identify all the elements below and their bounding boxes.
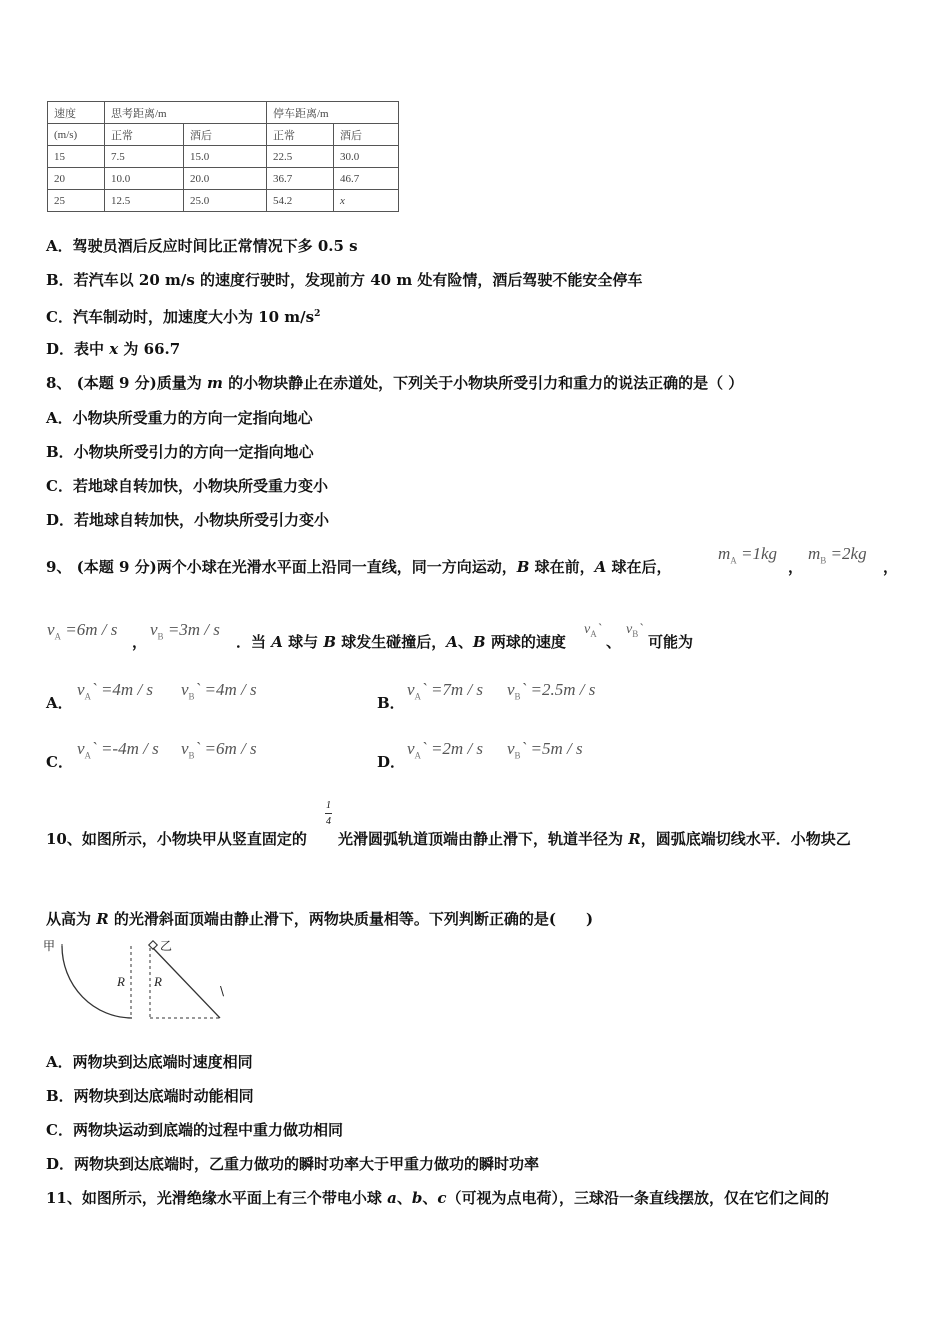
q9-velocity-b: $v_B =3m / s$ [150,620,220,642]
q8-option-d: D．若地球自转加快，小物块所受引力变小 [46,511,330,529]
table-header-speed: 速度 [48,102,105,124]
q9-stem-end: 可能为 [648,633,694,651]
q8-option-a: A．小物块所受重力的方向一定指向地心 [46,409,313,427]
q8-stem-var: m [206,374,223,392]
q9-comma: ， [788,558,804,576]
q9-option-b-letter: B． [377,694,405,712]
q7-option-c-text: C．汽车制动时，加速度大小为 10 m/s [46,308,315,326]
q7-option-d-var: x [109,340,119,358]
q8-stem [46,373,743,393]
q9-velocity-a: $v_A =6m / s$ [47,620,118,642]
incline-slope [153,948,220,1018]
q7-option-d-post: 为 66.7 [118,340,181,358]
q9-option-d-vb: $v_B` =5m / s$ [507,739,583,761]
table-cell: 25 [48,190,105,212]
table-header-thinking: 思考距离/m [105,102,267,124]
q9-comma: ， [132,633,148,651]
figure-label-r: R [154,974,162,989]
q10-option-d: D．两物块到达底端时，乙重力做功的瞬时功率大于甲重力做功的瞬时功率 [46,1155,540,1173]
table-row [48,168,399,190]
q10-fraction [325,800,332,827]
q11-stem: 11、如图所示，光滑绝缘水平面上有三个带电小球 a、b、c（可视为点电荷），三球沿一条直线摆放，仅在它们之间的 [46,1189,830,1207]
q9-comma: ， [883,558,899,576]
table-header-drunk: 酒后 [184,124,267,146]
q7-option-a: A．驾驶员酒后反应时间比正常情况下多 0.5 s [46,237,358,255]
q9-option-b-va: $v_A` =7m / s$ [407,680,484,702]
q9-option-c-letter: C． [46,753,73,771]
table-cell: 54.2 [267,190,334,212]
table-cell: 30.0 [334,146,399,168]
q9-option-a-vb: $v_B` =4m / s$ [181,680,257,702]
q9-stem-line1 [46,557,672,577]
table-row [48,146,399,168]
q10-stem-line1-pre: 10、如图所示，小物块甲从竖直固定的 [46,830,307,848]
q9-ball-a: A [594,558,607,576]
table-header-normal: 正常 [105,124,184,146]
q7-option-c-exponent: 2 [314,309,321,319]
q7-option-c [46,304,320,327]
table-cell: 7.5 [105,146,184,168]
table-cell: 36.7 [267,168,334,190]
data-table [47,101,399,212]
q9-option-d-va: $v_A` =2m / s$ [407,739,484,761]
q8-stem-pre: 8、 (本题 9 分)质量为 [46,374,207,392]
q8-option-c: C．若地球自转加快，小物块所受重力变小 [46,477,328,495]
q10-figure [40,938,240,1024]
q7-option-b: B．若汽车以 20 m/s 的速度行驶时，发现前方 40 m 处有险情，酒后驾驶不能安全停车 [46,271,643,289]
table-cell: 10.0 [105,168,184,190]
q9-mid1: 球在前， [529,558,595,576]
q9-mass-a: $m_A =1kg$ [718,544,778,566]
q9-option-a-letter: A． [46,694,73,712]
figure-stray-mark: \ [220,984,225,998]
table-cell: 22.5 [267,146,334,168]
q10-option-a: A．两物块到达底端时速度相同 [46,1053,253,1071]
q7-option-d-pre: D．表中 [46,340,110,358]
q10-fraction-den: 4 [326,816,331,827]
figure-label-yi: 乙 [160,939,173,953]
q9-velocity-b-prime: $v_B`$ [626,622,643,639]
q9-mid2: 球在后， [606,558,672,576]
table-header-unit: (m/s) [48,124,105,146]
table-cell: 20.0 [184,168,267,190]
q9-stem-line2: ．当 A 球与 B 球发生碰撞后，A、B 两球的速度 [236,633,566,651]
q10-stem-line1-post: 光滑圆弧轨道顶端由静止滑下，轨道半径为 R，圆弧底端切线水平．小物块乙 [338,830,851,848]
q9-option-d-letter: D． [377,753,406,771]
q9-option-c-va: $v_A` =-4m / s$ [77,739,159,761]
figure-label-jia: 甲 [43,939,56,953]
q7-option-d [46,339,180,359]
table-header-drunk: 酒后 [334,124,399,146]
table-header-stopping: 停车距离/m [267,102,399,124]
q9-stem1: 9、 (本题 9 分)两个小球在光滑水平面上沿同一直线，同一方向运动， [46,558,517,576]
q9-option-c-vb: $v_B` =6m / s$ [181,739,257,761]
table-cell: 12.5 [105,190,184,212]
q8-stem-post: 的小物块静止在赤道处，下列关于小物块所受引力和重力的说法正确的是（ ） [222,374,744,392]
table-header-normal: 正常 [267,124,334,146]
figure-label-r: R [117,974,125,989]
table-row [48,190,399,212]
q9-velocity-a-prime: $v_A`$ [584,622,602,639]
q9-mass-b: $m_B =2kg$ [808,544,867,566]
q9-ball-b: B [516,558,530,576]
q10-option-c: C．两物块运动到底端的过程中重力做功相同 [46,1121,343,1139]
table-cell: 15 [48,146,105,168]
q9-option-b-vb: $v_B` =2.5m / s$ [507,680,596,702]
q10-stem-line2: 从高为 R 的光滑斜面顶端由静止滑下，两物块质量相等。下列判断正确的是( ) [46,910,594,928]
q10-fraction-num: 1 [326,800,331,811]
q9-separator: 、 [606,633,622,651]
table-cell: 46.7 [334,168,399,190]
table-cell: 15.0 [184,146,267,168]
block-yi [149,941,157,949]
q10-option-b: B．两物块到达底端时动能相同 [46,1087,254,1105]
q8-option-b: B．小物块所受引力的方向一定指向地心 [46,443,314,461]
table-cell: 25.0 [184,190,267,212]
q9-option-a-va: $v_A` =4m / s$ [77,680,154,702]
table-cell: 20 [48,168,105,190]
table-cell: x [334,190,399,212]
